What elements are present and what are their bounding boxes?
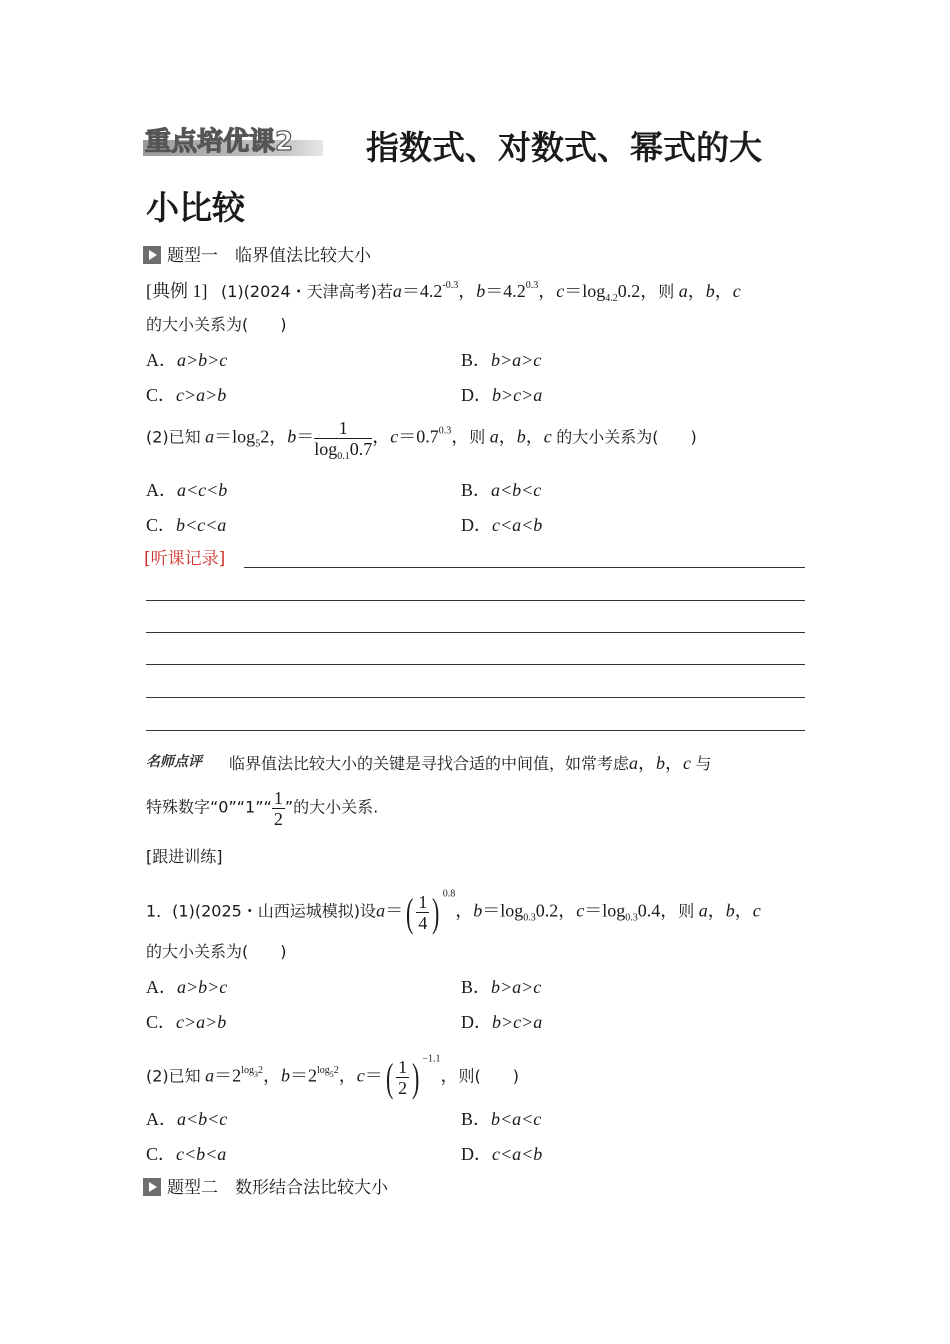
note-line[interactable] <box>146 730 805 731</box>
section-label: 题型二 数形结合法比较大小 <box>167 1178 388 1198</box>
fraction: $\frac{1}{2}$ <box>273 788 283 829</box>
option-c: C．c>a>b <box>146 385 227 405</box>
comment-line1: 临界值法比较大小的关键是寻找合适的中间值，如常考虑a，b，c 与 <box>229 753 712 773</box>
example1-question1-tail: 的大小关系为( ) <box>146 315 287 334</box>
note-line[interactable] <box>146 664 805 665</box>
option-b: B．a<b<c <box>461 480 542 500</box>
page-title-line2: 小比较 <box>146 188 245 227</box>
option-b: B．b>a>c <box>461 350 542 370</box>
note-line[interactable] <box>146 632 805 633</box>
play-triangle-icon <box>143 1178 161 1196</box>
option-d: D．c<a<b <box>461 515 543 535</box>
option-d: D．b>c>a <box>461 1012 543 1032</box>
section-label: 题型一 临界值法比较大小 <box>167 246 371 266</box>
note-line[interactable] <box>244 567 805 568</box>
option-b: B．b<a<c <box>461 1109 542 1129</box>
option-a: A．a<c<b <box>146 480 228 500</box>
option-c: C．c<b<a <box>146 1144 227 1164</box>
comment-line2: 特殊数字“0”“1”“ $\frac{1}{2}$ ”的大小关系. <box>146 788 379 829</box>
play-triangle-icon <box>143 246 161 264</box>
example-tag: [典例 1] <box>146 281 208 301</box>
practice-question1-tail: 的大小关系为( ) <box>146 942 287 961</box>
option-d: D．c<a<b <box>461 1144 543 1164</box>
option-b: B．b>a>c <box>461 977 542 997</box>
comment-label: 名师点评 <box>146 754 202 770</box>
fraction: $\frac{1}{2}$ <box>398 1057 408 1098</box>
lesson-badge <box>143 126 323 158</box>
fraction: $\frac{1}{\log_{0.1}0.7}$ <box>314 418 373 462</box>
example1-question2: (2)已知 $a=\log_52$，b＝ $\frac{1}{\log_{0.1}0.7}$ ，$c=0.7^{0.3}$，则 a，b，c 的大小关系为( ) <box>146 418 697 462</box>
practice-tag: [跟进训练] <box>146 847 223 866</box>
option-c: C．b<c<a <box>146 515 227 535</box>
example-source: (1)(2024・天津高考)若 <box>221 282 393 301</box>
option-d: D．b>c>a <box>461 385 543 405</box>
option-a: A．a<b<c <box>146 1109 228 1129</box>
section-heading-2 <box>143 1177 388 1199</box>
practice-question2: (2)已知 $a=2^{log_32}$，$b=2^{log_52}$，c＝( $\frac{1}{2}$ ) $^{-1.1}$，则( ) <box>146 1053 520 1100</box>
option-a: A．a>b>c <box>146 350 228 370</box>
note-line[interactable] <box>146 697 805 698</box>
section-heading-1 <box>143 245 371 267</box>
example1-question1: [典例 1] (1)(2024・天津高考)若$a=4.2^{-0.3}$，$b=4.2^{0.3}$，$c=\log_{4.2}0.2$，则 a，b，c <box>146 280 741 304</box>
note-line[interactable] <box>146 600 805 601</box>
badge-text: 重点培优课2 <box>145 127 294 157</box>
page-title-line1: 指数式、对数式、幂式的大 <box>366 128 762 167</box>
practice-question1: 1．(1)(2025・山西运城模拟)设a＝( $\frac{1}{4}$ ) $^{0.8}$，$b=\log_{0.3}0.2$，$c=\log_{0.3}0.4$，则 a，b，c <box>146 888 761 935</box>
notes-label: [听课记录] <box>144 549 226 569</box>
option-a: A．a>b>c <box>146 977 228 997</box>
fraction: $\frac{1}{4}$ <box>418 892 428 933</box>
option-c: C．c>a>b <box>146 1012 227 1032</box>
